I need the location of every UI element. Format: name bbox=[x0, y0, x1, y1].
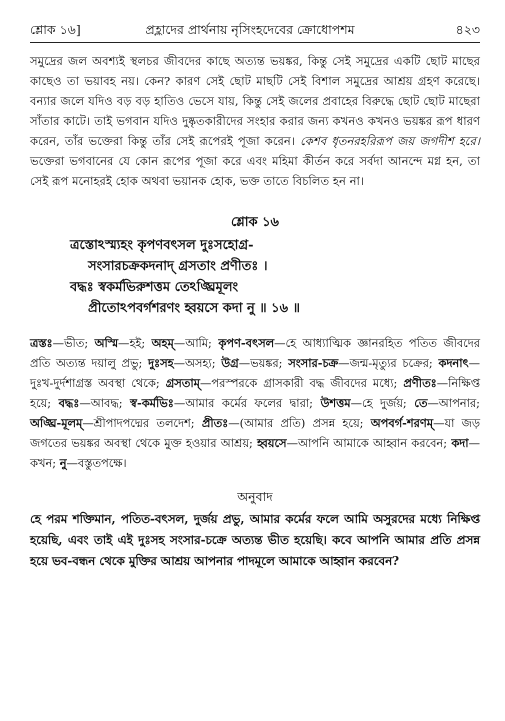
syn-meaning: —ভীত; bbox=[52, 336, 95, 350]
verse-line-2: সংসারচক্রকদনাদ্ গ্রসতাং প্রণীতঃ । bbox=[88, 259, 268, 274]
syn-term: প্রীতঃ bbox=[201, 416, 229, 430]
syn-term: হ্বয়সে bbox=[257, 436, 287, 450]
syn-term: প্রণীতঃ bbox=[403, 376, 437, 390]
syn-term: উশত্তম bbox=[320, 396, 351, 410]
verse-line-3: বদ্ধঃ স্বকর্মভিরুশত্তম তেঽঙ্ঘ্রিমূলং bbox=[70, 280, 239, 295]
running-header bbox=[30, 20, 480, 40]
syn-term: সংসার-চক্র bbox=[288, 356, 339, 370]
header-rule bbox=[30, 42, 480, 43]
syn-meaning: —দুঃখ-দুর্দশাগ্রস্ত অবস্থা থেকে; bbox=[30, 356, 481, 390]
syn-meaning: —অসহ্য; bbox=[173, 356, 222, 370]
syn-term: বদ্ধঃ bbox=[58, 396, 80, 410]
syn-meaning: —আমি; bbox=[173, 336, 219, 350]
syn-term: তে bbox=[414, 396, 428, 410]
header-verse-ref: শ্লোক ১৬] bbox=[30, 22, 81, 37]
syn-meaning: —পরস্পরকে গ্রাসকারী বদ্ধ জীবদের মধ্যে; bbox=[199, 376, 404, 390]
syn-term: স্ব-কর্মভিঃ bbox=[130, 396, 174, 410]
syn-meaning: —নিক্ষিপ্ত হয়ে; bbox=[30, 376, 480, 410]
page-number: ৪২৩ bbox=[455, 22, 480, 37]
synonyms bbox=[30, 333, 480, 473]
translation-text: হে পরম শক্তিমান, পতিত-বৎসল, দুর্জয় প্রভু, আমার কর্মের ফলে আমি অসুরদের মধ্যে নিক্ষিপ্ত হয়েছি, এবং তাই এই দুঃসহ সংসার-চক্রে অত্যন্ত ভীত হয়েছি। কবে আপনি আমার প্রতি প্রসন্ন হয়ে ভব-বন্ধন থেকে মুক্তির আশ্রয় আপনার পাদমূলে আমাকে আহ্বান করবেন? bbox=[30, 512, 480, 568]
syn-term: নু bbox=[59, 456, 67, 470]
syn-meaning: —আমার কর্মের ফলের দ্বারা; bbox=[173, 396, 321, 410]
syn-term: কৃপণ-বৎসল bbox=[218, 336, 275, 350]
purport-italic-quote: কেশব ধৃতনরহরিরূপ জয় জগদীশ হরে। bbox=[300, 134, 480, 148]
syn-meaning: —ভয়ঙ্কর; bbox=[238, 356, 289, 370]
syn-meaning: —আপনার; bbox=[427, 396, 481, 410]
syn-meaning: —আবদ্ধ; bbox=[79, 396, 131, 410]
syn-term: ত্রস্তঃ bbox=[30, 336, 53, 350]
syn-term: অঙ্ঘ্রি-মূলম্ bbox=[30, 416, 83, 430]
syn-term: অহম্ bbox=[151, 336, 174, 350]
verse-line-1: ত্রস্তোঽস্ম্যহং কৃপণবৎসল দুঃসহোগ্র- bbox=[70, 238, 254, 253]
verse-line-4: প্রীতোঽপবর্গশরণং হ্বয়সে কদা নু ॥ ১৬ ॥ bbox=[88, 301, 300, 316]
syn-meaning: —হই; bbox=[118, 336, 152, 350]
syn-meaning: —বস্তুতপক্ষে। bbox=[66, 456, 127, 470]
syn-term: গ্রসতাম্ bbox=[165, 376, 200, 390]
syn-meaning: —(আমার প্রতি) প্রসন্ন হয়ে; bbox=[228, 416, 371, 430]
translation-title: অনুবাদ bbox=[237, 489, 273, 504]
syn-term: অস্মি bbox=[94, 336, 119, 350]
page bbox=[30, 20, 480, 584]
syn-meaning: —যা জড় জগতের ভয়ঙ্কর অবস্থা থেকে মুক্ত হওয়ার আশ্রয়; bbox=[30, 416, 480, 450]
syn-term: অপবর্গ-শরণম্ bbox=[370, 416, 434, 430]
syn-term: কদনাৎ bbox=[438, 356, 469, 370]
header-chapter-title: প্রহ্লাদের প্রার্থনায় নৃসিংহদেবের ক্রোধোপশম bbox=[145, 22, 355, 37]
purport-paragraph bbox=[30, 51, 480, 191]
syn-meaning: —শ্রীপাদপদ্মের তলদেশ; bbox=[82, 416, 202, 430]
syn-meaning: —কখন; bbox=[30, 436, 480, 470]
purport-text-1: সমুদ্রের জল অবশ্যই স্থলচর জীবদের কাছে অত্যন্ত ভয়ঙ্কর, কিন্তু সেই সমুদ্রের একটি ছোট মাছের কাছেও তা ভয়াবহ নয়। কেন? কারণ সেই ছোট মাছটি সেই বিশাল সমুদ্রের আশ্রয় গ্রহণ করেছে। বন্যার জলে যদিও বড় বড় হাতিও ভেসে যায়, কিন্তু সেই জলের প্রবাহের বিরুদ্ধে ছোট ছোট মাছেরা সাঁতার কাটে। তাই ভগবান যদিও দুষ্কৃতকারীদের সংহার করার জন্য কখনও কখনও ভয়ঙ্কর রূপ ধারণ করেন, তাঁর ভক্তেরা কিন্তু তাঁর সেই রূপেরই পূজা করেন। bbox=[30, 54, 480, 148]
syn-meaning: —আপনি আমাকে আহ্বান করবেন; bbox=[286, 436, 452, 450]
verse-title: শ্লোক ১৬ bbox=[230, 215, 280, 230]
syn-term: দুঃসহ bbox=[148, 356, 174, 370]
syn-term: উগ্র bbox=[221, 356, 239, 370]
syn-meaning: —হে দুর্জয়; bbox=[350, 396, 415, 410]
syn-meaning: —হে আধ্যাত্মিক জ্ঞানরহিত পতিত জীবদের প্রতি অত্যন্ত দয়ালু প্রভু; bbox=[30, 336, 480, 370]
purport-text-2: ভক্তেরা ভগবানের যে কোন রূপের পূজা করে এবং মহিমা কীর্তন করে সর্বদা আনন্দে মগ্ন হন, তা সেই রূপ মনোহরই হোক অথবা ভয়ানক হোক, ভক্ত তাতে বিচলিত হন না। bbox=[30, 154, 480, 188]
syn-term: কদা bbox=[451, 436, 469, 450]
sanskrit-verse bbox=[30, 235, 480, 319]
syn-meaning: —জন্ম-মৃত্যুর চক্রের; bbox=[338, 356, 439, 370]
